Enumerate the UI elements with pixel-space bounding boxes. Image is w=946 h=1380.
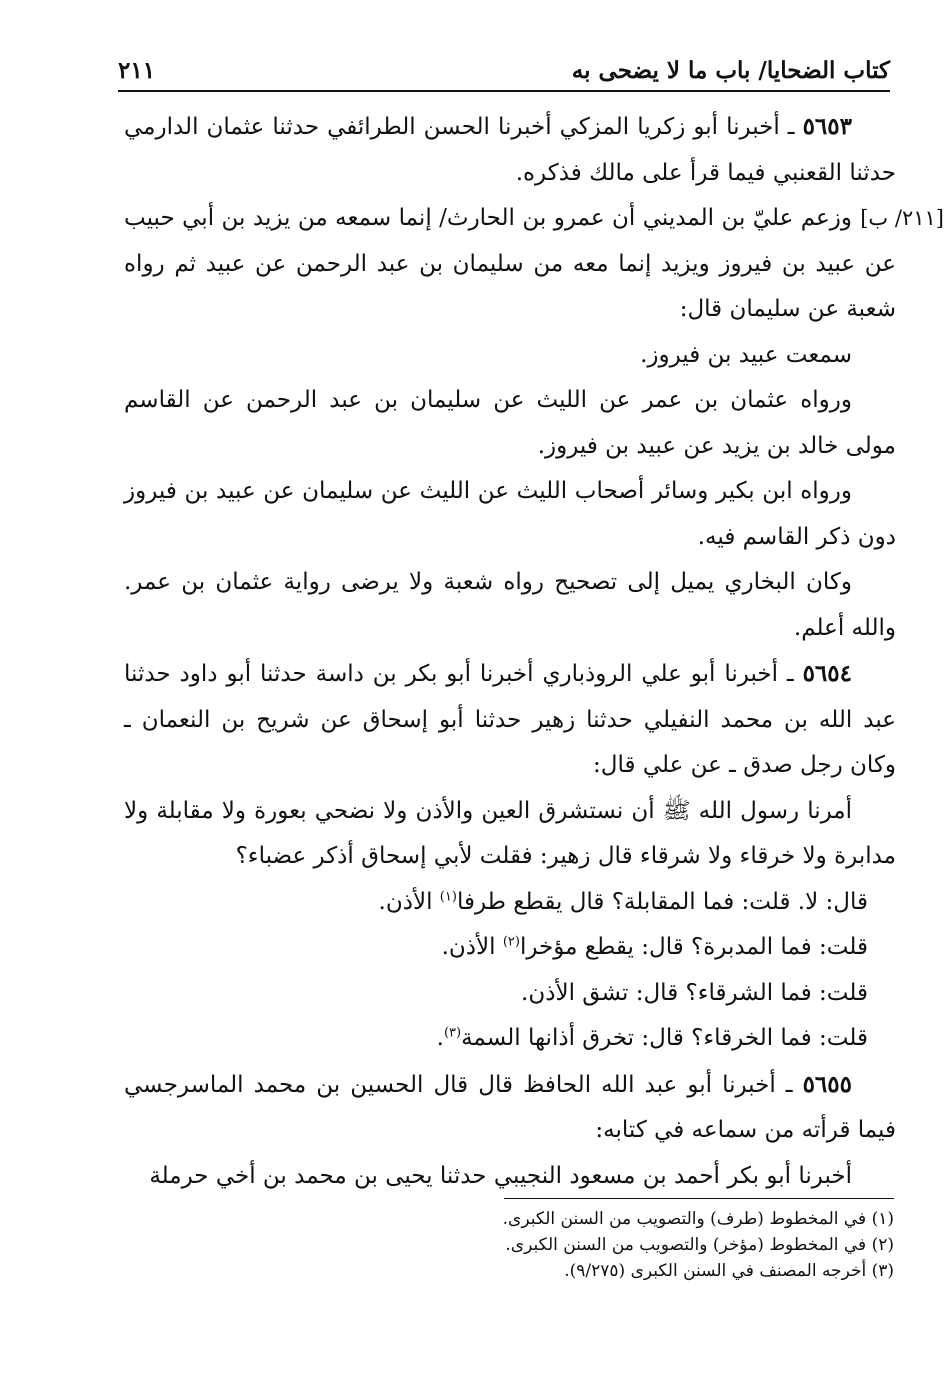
header-rule — [118, 90, 890, 92]
hadith-5655 — [124, 1062, 896, 1154]
hadith-5653 — [124, 104, 896, 196]
margin-folio-reference: [٢١١/ ب] — [860, 206, 944, 230]
footnote-1: (١) في المخطوط (طرف) والتصويب من السنن الكبرى. — [502, 1209, 894, 1229]
footnote-rule — [504, 1198, 894, 1199]
dialog-text: الأذن. — [378, 888, 440, 915]
hadith-text: ـ أخبرنا أبو زكريا المزكي أخبرنا الحسن الطرائفي حدثنا عثمان الدارمي حدثنا القعنبي فيما قرأ على مالك فذكره. — [124, 114, 896, 186]
dialog-line — [124, 925, 896, 971]
paragraph-amarana: أمرنا رسول الله ﷺ أن نستشرق العين والأذن ولا نضحي بعورة ولا مقابلة ولا مدابرة ولا خرقاء ولا شرقاء قال زهير: فقلت لأبي إسحاق أذكر عضباء؟ — [124, 797, 896, 869]
paragraph-ibn-bukayr: ورواه ابن بكير وسائر أصحاب الليث عن الليث عن سليمان عن عبيد بن فيروز دون ذكر القاسم فيه. — [124, 478, 896, 550]
dialog-text: الأذن. — [441, 934, 503, 960]
dialog-line — [124, 1016, 896, 1062]
footnotes — [122, 1206, 894, 1284]
dialog-line — [124, 880, 896, 926]
paragraph-last: أخبرنا أبو بكر أحمد بن مسعود النجيبي حدثنا يحيى بن محمد بن أخي حرملة — [149, 1162, 852, 1189]
paragraph-uthman-ibn-umar: ورواه عثمان بن عمر عن الليث عن سليمان بن عبد الرحمن عن القاسم مولى خالد بن يزيد عن عبيد بن فيروز. — [124, 387, 896, 459]
footnote-2: (٢) في المخطوط (مؤخر) والتصويب من السنن الكبرى. — [505, 1235, 894, 1255]
footnote-ref: (١) — [439, 888, 457, 904]
footnote-ref: (٢) — [502, 934, 520, 950]
paragraph-samitu: سمعت عبيد بن فيروز. — [640, 341, 852, 368]
hadith-number: ٥٦٥٣ — [802, 113, 852, 140]
main-text — [124, 104, 896, 1199]
dialog-text: . — [436, 1025, 444, 1051]
paragraph-bukhari: وكان البخاري يميل إلى تصحيح رواه شعبة ولا يرضى رواية عثمان بن عمر. والله أعلم. — [124, 569, 896, 641]
paragraph-ali-ibn-al-madini: وزعم عليّ بن المديني أن عمرو بن الحارث/ إنما سمعه من يزيد بن أبي حبيب عن عبيد بن فيروز ويزيد إنما معه من سليمان بن عبد الرحمن عن عبيد ثم رواه شعبة عن سليمان قال: — [124, 205, 896, 322]
hadith-text: ـ أخبرنا أبو علي الروذباري أخبرنا أبو بكر بن داسة حدثنا أبو داود حدثنا عبد الله بن محمد النفيلي حدثنا زهير حدثنا أبو إسحاق عن شريح بن النعمان ـ وكان رجل صدق ـ عن علي قال: — [124, 661, 896, 778]
footnote-3: (٣) أخرجه المصنف في السنن الكبرى (٩/٢٧٥). — [564, 1261, 894, 1281]
hadith-number: ٥٦٥٥ — [802, 1070, 852, 1098]
hadith-text: ـ أخبرنا أبو عبد الله الحافظ قال قال الحسين بن محمد الماسرجسي فيما قرأته من سماعه في كتابه: — [124, 1071, 896, 1143]
running-title: كتاب الضحايا/ باب ما لا يضحى به — [571, 57, 890, 84]
page-number: ٢١١ — [118, 57, 156, 84]
hadith-5654 — [124, 651, 896, 789]
running-header — [118, 44, 890, 84]
hadith-number: ٥٦٥٤ — [802, 660, 852, 687]
dialog-line: قلت: فما الشرقاء؟ قال: تشق الأذن. — [521, 979, 868, 1006]
dialog-text: قال: لا. قلت: فما المقابلة؟ قال يقطع طرفا — [456, 888, 868, 915]
dialog-text: قلت: فما الخرقاء؟ قال: تخرق أذانها السمة — [461, 1025, 868, 1051]
footnote-ref: (٣) — [443, 1025, 462, 1041]
dialog-text: قلت: فما المدبرة؟ قال: يقطع مؤخرا — [519, 934, 868, 960]
